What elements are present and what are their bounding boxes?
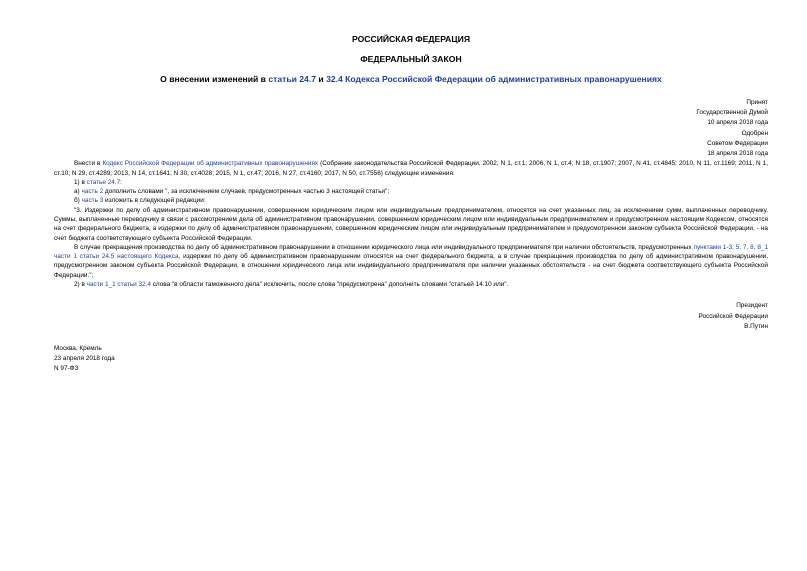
link-part-3[interactable]: часть 3 [81,197,104,205]
link-article-32-4[interactable]: 32.4 Кодекса Российской Федерации об административных правонарушениях [326,74,662,84]
law-title: О внесении изменений в статьи 24.7 и 32.4 Кодекса Российской Федерации об административных правонарушениях [160,74,662,84]
link-part-2[interactable]: часть 2 [81,188,104,196]
link-article-24-7[interactable]: статьи 24.7 [268,74,316,84]
item-a: а) часть 2 дополнить словами ", за исключением случаев, предусмотренных частью 3 настоящей статьи"; [74,188,390,196]
law-document [54,34,768,375]
link-article-32-4-body[interactable]: части 1_1 статьи 32.4 [86,281,151,289]
item-1: 1) в статье 24.7: [74,178,122,186]
link-article-24-5[interactable]: пунктами 1-3, 5, 7, 8, 8_1 части 1 статьи 24.5 настоящего Кодекса [54,243,769,261]
quote-paragraph-1: "3. Издержки по делу об административном правонарушении, совершенном юридическим лицом или индивидуальным предпринимателем, относятся на счет указанных лиц, за исключением сумм, выплаченных переводчику. Суммы, выплаченные переводчику в связи с рассмотрением дела об административном правонарушении, совершенном юридическим лицом или индивидуальным предпринимателем и предусмотренном настоящим Кодексом, относятся на счет федерального бюджета, а издержки по делу об административном правонарушении, совершенном юридическим лицом или индивидуальным предпринимателем и предусмотренном законом субъекта Российской Федерации, - на счет бюджета соответствующего субъекта Российской Федерации. [54,206,768,242]
item-b: б) часть 3 изложить в следующей редакции: [74,197,206,205]
quote-paragraph-2: В случае прекращения производства по делу об административном правонарушении в отношении юридического лица или индивидуального предпринимателя при наличии обстоятельств, предусмотренных пунктами 1-3, 5, 7, 8, 8_1 части 1 статьи 24.5 настоящего Кодекса, издержки по делу об административном правонарушении относятся на счет федерального бюджета, а в случае прекращения производства по делу об административном правонарушении, предусмотренном законом субъекта Российской Федерации, в отношении юридического лица или индивидуального предпринимателя при наличии указанных обстоятельств - на счет бюджета соответствующего субъекта Российской Федерации."; [54,243,769,279]
intro-paragraph: Внести в Кодекс Российской Федерации об административных правонарушениях (Собрание законодательства Российской Федерации, 2002, N 1, ст.1; 2006, N 1, ст.4; N 18, ст.1907; 2007, N 41, ст.4845; 2010, N 11, ст.1169; 2011, N 1, ст.10; N 29, ст.4289; 2013, N 14, ст.1641; N 30, ст.4028; 2015, N 1, ст.47; 2016, N 27, ст.4160; 2017, N 50, ст.7556) следующие изменения: [54,160,768,177]
country-heading: РОССИЙСКАЯ ФЕДЕРАЦИЯ [351,34,471,44]
law-type-heading: ФЕДЕРАЛЬНЫЙ ЗАКОН [360,54,462,64]
link-koap[interactable]: Кодекс Российской Федерации об административных правонарушениях [102,160,319,168]
law-body [54,159,768,289]
footer-block [54,344,768,375]
law-number: N 97-ФЗ [54,365,79,373]
link-article-24-7-body[interactable]: статье 24.7 [86,178,121,186]
signature-block: Президент Российской Федерации В.Путин [698,302,768,330]
place: Москва, Кремль [54,344,102,352]
adoption-block: Принят Государственной Думой 10 апреля 2018 года Одобрен Советом Федерации 18 апреля 2018 года [696,99,768,158]
date: 23 апреля 2018 года [54,355,115,363]
item-2: 2) в части 1_1 статьи 32.4 слова "в области таможенного дела" исключить, после слова "предусмотрена" дополнить словами "статьей 14.10 или". [74,281,509,289]
